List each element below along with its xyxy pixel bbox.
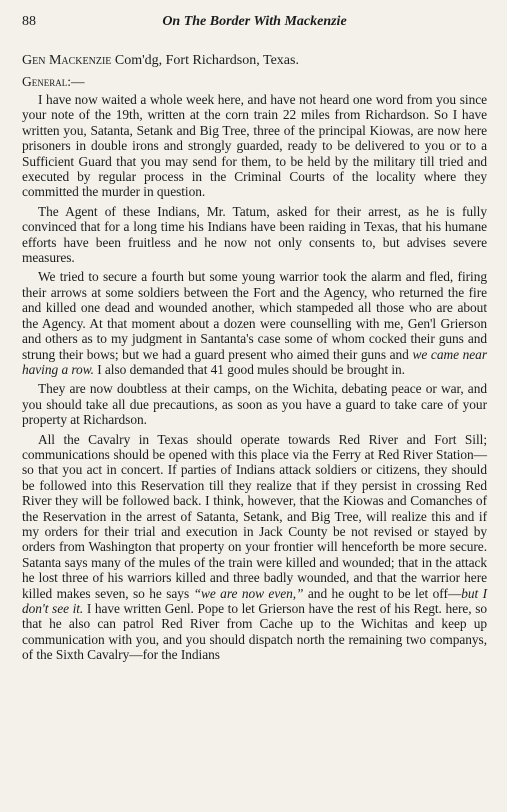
letter-addressee	[22, 52, 487, 69]
addressee-rest: Com'dg, Fort Richardson, Texas.	[114, 53, 299, 68]
paragraph-text: I have now waited a whole week here, and have not heard one word from you since your note of the 19th, written at the corn train 22 miles from Richardson. So I have written you, Satanta, Setank and Big Tree, three of the principal Kiowas, are now here prisoners in double irons and strongly guarded, ready to be delivered to you or to a Sufficient Guard that you may send for them, to be held by the military till tried and executed by regular process in the Criminal Courts of the locality where they committed the murder in question.	[22, 92, 487, 200]
italic-text: “we are now even,”	[193, 585, 304, 601]
letter-paragraph	[22, 432, 487, 663]
paragraph-text: All the Cavalry in Texas should operate towards Red River and Fort Sill; communications should be opened with this place via the Ferry at Red River Station—so that you act in concert. If parties of Indians attack soldiers or citizens, they should be followed into this Reservation till they realize that if they persist in crossing Red River they will be followed back. I think, however, that the Kiowas and Comanches of the Reservation in the arrest of Satanta, Setank, and Big Tree, will realize this and if my orders for their trial and execution in Jack County be not revised or stayed by orders from Washington that property on your frontier will henceforth be more secure. Satanta says many of the mules of the train were killed and wounded; that in the attack he lost three of his warriors killed and three badly wounded, and that the warrior here killed makes seven, so he says	[22, 431, 487, 601]
paragraph-text: They are now doubtless at their camps, on the Wichita, debating peace or war, and you should take all due precautions, as soon as you have a guard to take care of your property at Richardson.	[22, 381, 487, 428]
paragraph-text: I also demanded that 41 good mules should be brought in.	[93, 361, 405, 377]
addressee-name: Gen Mackenzie	[22, 53, 112, 68]
page-number: 88	[22, 14, 36, 29]
letter-paragraph	[22, 269, 487, 377]
letter-salutation: General:—	[22, 74, 85, 89]
letter-paragraph	[22, 381, 487, 427]
running-title: On The Border With Mackenzie	[162, 14, 347, 29]
italic-text: we came near having a row.	[22, 346, 487, 377]
page-header	[22, 14, 487, 34]
letter-body	[22, 92, 487, 663]
paragraph-text: and he ought to be let off—	[303, 585, 462, 601]
letter-paragraph	[22, 204, 487, 266]
letter-paragraph	[22, 92, 487, 200]
paragraph-text: The Agent of these Indians, Mr. Tatum, asked for their arrest, as he is fully convinced that for a long time his Indians have been raiding in Texas, that his humane efforts have been fruitless and he now not only consents to, but advises severe measures.	[22, 203, 487, 266]
paragraph-text: I have written Genl. Pope to let Grierson have the rest of his Regt. here, so that he also can patrol Red River from Cache up to the Wichitas and keep up communication with you, and you should dispatch north the remaining two companys, of the Sixth Cavalry—for the Indians	[22, 601, 488, 663]
italic-text: but I don't see it.	[22, 585, 488, 616]
paragraph-text: We tried to secure a fourth but some young warrior took the alarm and fled, firing their arrows at some soldiers between the Fort and the Agency, who returned the fire and killed one dead and wounded another, which stampeded all those who are about the Agency. At that moment about a dozen were counselling with me, Gen'l Grierson and others as to my judgment in Santanta's case some of whom cocked their guns and strung their bows; but we had a guard present who aimed their guns and	[22, 269, 487, 362]
